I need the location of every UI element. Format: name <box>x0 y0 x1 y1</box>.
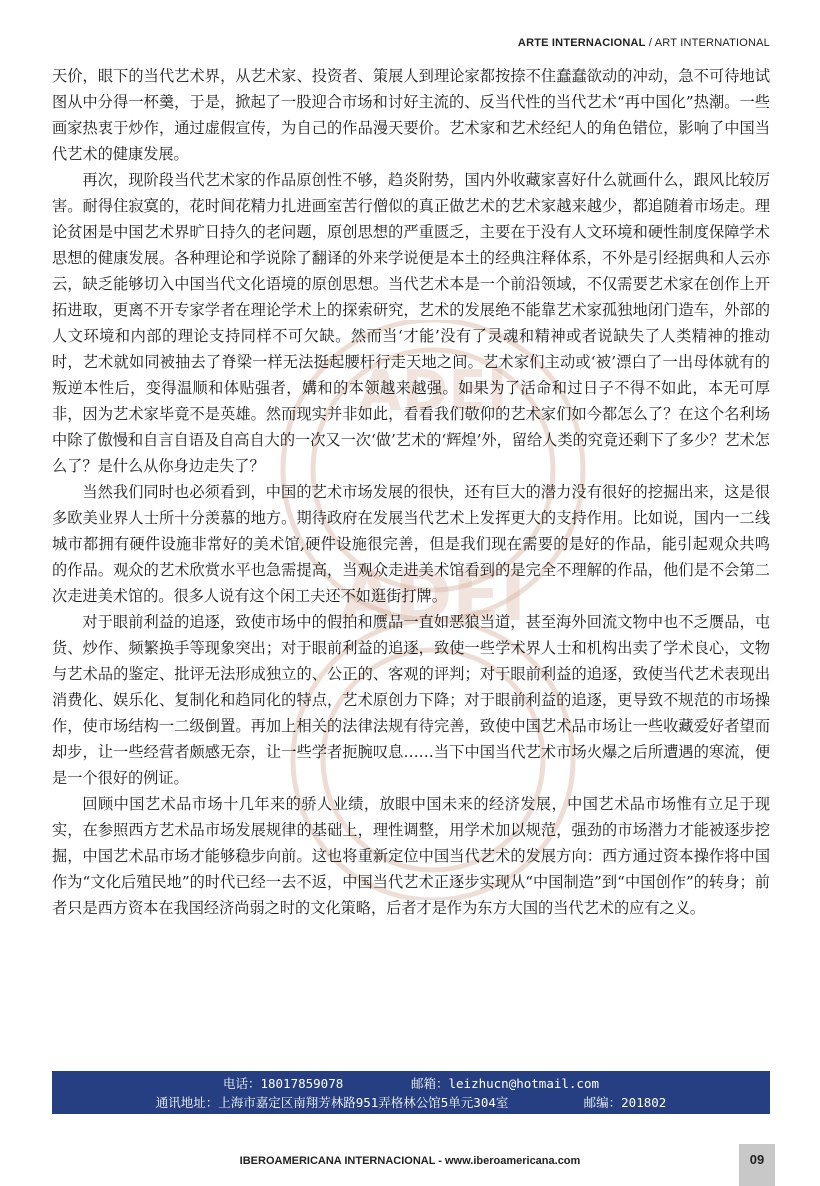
article-paragraph: 天价，眼下的当代艺术界，从艺术家、投资者、策展人到理论家都按捺不住蠢蠢欲动的冲动，急不可待地试图从中分得一杯羹，于是，掀起了一股迎合市场和讨好主流的、反当代性的当代艺术“再中国化”热潮。一些画家热衷于炒作，通过虚假宣传，为自己的作品漫天要价。艺术家和艺术经纪人的角色错位，影响了中国当代艺术的健康发展。 <box>52 67 770 163</box>
contact-email[interactable]: 邮箱：leizhucn@hotmail.com <box>411 1076 600 1091</box>
article-paragraph: 当然我们同时也必须看到，中国的艺术市场发展的很快，还有巨大的潜力没有很好的挖掘出来，这是很多欧美业界人士所十分羡慕的地方。期待政府在发展当代艺术上发挥更大的支持作用。比如说，国内一二线城市都拥有硬件设施非常好的美术馆,硬件设施很完善，但是我们现在需要的是好的作品，能引起观众共鸣的作品。观众的艺术欣赏水平也急需提高，当观众走进美术馆看到的是完全不理解的作品，他们是不会第二次走进美术馆的。很多人说有这个闲工夫还不如逛街打牌。 <box>52 483 770 605</box>
header-section-bold: ARTE INTERNACIONAL <box>517 37 646 49</box>
running-footer: IBEROAMERICANA INTERNACIONAL - www.iberoamericana.com <box>239 1155 581 1167</box>
contact-postcode: 邮编：201802 <box>583 1095 667 1110</box>
watermark-text-top: ADEI <box>358 359 508 424</box>
contact-address: 通讯地址：上海市嘉定区南翔芳林路951弄格林公馆5单元304室 <box>155 1095 509 1110</box>
article-paragraph: 对于眼前利益的追逐，致使市场中的假拍和赝品一直如恶狼当道，甚至海外回流文物中也不乏赝品，屯货、炒作、频繁换手等现象突出；对于眼前利益的追逐，致使一些学术界人士和机构出卖了学术良心，文物与艺术品的鉴定、批评无法形成独立的、公正的、客观的评判；对于眼前利益的追逐，致使当代艺术表现出消费化、娱乐化、复制化和趋同化的特点，艺术原创力下降；对于眼前利益的追逐，更导致不规范的市场操作，使市场结构一二级倒置。再加上相关的法律法规有待完善，致使中国艺术品市场让一些收藏爱好者望而却步，让一些经营者颇感无奈，让一些学者扼腕叹息……当下中国当代艺术市场火爆之后所遭遇的寒流，便是一个很好的例证。 <box>52 613 770 787</box>
article-paragraph: 回顾中国艺术品市场十几年来的骄人业绩，放眼中国未来的经济发展，中国艺术品市场惟有立足于现实，在参照西方艺术品市场发展规律的基础上，理性调整，用学术加以规范，强劲的市场潜力才能被逐步挖掘，中国艺术品市场才能够稳步向前。这也将重新定位中国当代艺术的发展方向：西方通过资本操作将中国作为“文化后殖民地”的时代已经一去不返，中国当代艺术正逐步实现从“中国制造”到“中国创作”的转身；前者只是西方资本在我国经济尚弱之时的文化策略，后者才是作为东方大国的当代艺术的应有之义。 <box>52 795 770 917</box>
contact-row-1 <box>52 1074 770 1093</box>
page-number: 09 <box>749 1152 765 1167</box>
watermark-text-bottom: ADEI <box>339 555 527 637</box>
header-section-rest: / ART INTERNATIONAL <box>645 37 770 49</box>
contact-row-2 <box>52 1093 770 1112</box>
contact-box <box>52 1071 770 1114</box>
running-header <box>518 37 770 49</box>
article-body <box>52 63 770 921</box>
article-paragraph: 再次，现阶段当代艺术家的作品原创性不够，趋炎附势，国内外收藏家喜好什么就画什么，跟风比较厉害。耐得住寂寞的，花时间花精力扎进画室苦行僧似的真正做艺术的艺术家越来越少，都追随着市场走。理论贫困是中国艺术界旷日持久的老问题，原创思想的严重匮乏，主要在于没有人文环境和硬性制度保障学术思想的健康发展。各种理论和学说除了翻译的外来学说便是本土的经典注释体系，不外是引经据典和人云亦云，缺乏能够切入中国当代文化语境的原创思想。当代艺术本是一个前沿领域，不仅需要艺术家在创作上开拓进取，更离不开专家学者在理论学术上的探索研究，艺术的发展绝不能靠艺术家孤独地闭门造车，外部的人文环境和内部的理论支持同样不可欠缺。然而当‘才能’没有了灵魂和精神或者说缺失了人类精神的推动时，艺术就如同被抽去了脊梁一样无法挺起腰杆行走天地之间。艺术家们主动或‘被’漂白了一出母体就有的叛逆本性后，变得温顺和体贴强者，媾和的本领越来越强。如果为了活命和过日子不得不如此，本无可厚非，因为艺术家毕竟不是英雄。然而现实并非如此，看看我们敬仰的艺术家们如今都怎么了？在这个名利场中除了傲慢和自言自语及自高自大的一次又一次‘做’艺术的‘辉煌’外，留给人类的究竟还剩下了多少？艺术怎么了？是什么从你身边走失了？ <box>52 171 770 475</box>
page-number-tab <box>739 1144 775 1186</box>
contact-phone: 电话：18017859078 <box>222 1076 344 1091</box>
